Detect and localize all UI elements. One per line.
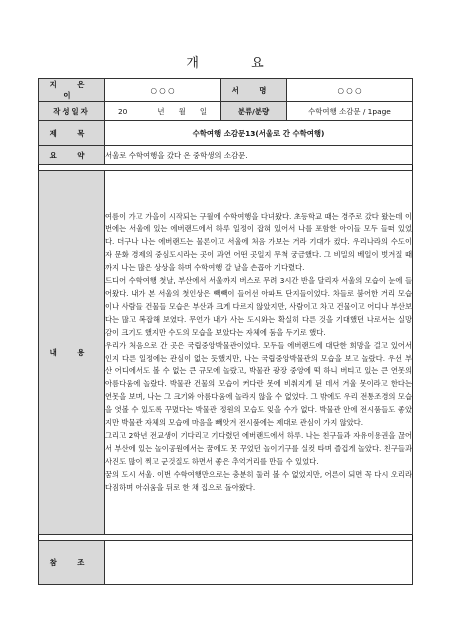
- date-label: 작성일자: [39, 102, 105, 121]
- date-month-unit: 월: [178, 106, 186, 116]
- date-year: 20: [117, 106, 128, 116]
- reference-label: 참 조: [39, 541, 105, 585]
- page-title: 개 요: [186, 56, 288, 71]
- book-name-label: 서 명: [221, 79, 287, 102]
- category-label: 분류/분량: [221, 102, 287, 121]
- author-value: ○ ○ ○: [105, 79, 221, 102]
- content-paragraph: 여름이 가고 가을이 시작되는 구월에 수학여행을 다녀왔다. 초등학교 때는 경주로 갔다 왔는데 이번에는 서울에 있는 에버랜드에서 하루 일정이 잡혀 있어서 나를 포함한 아이들 모두 들떠 있었다. 더구나 나는 에버랜드는 물론이고 서울에 처음 가보는 거라 기대가 컸다. 우리나라의 수도이자 문화 경제의 중심도시라는 곳이 과연 어떤 곳일지 무척 궁금했다. 그 비밀의 베일이 벗겨질 때까지 나는 많은 상상을 하며 수학여행 갈 날을 손꼽아 기다렸다.: [105, 211, 412, 273]
- content-label: 내 용: [39, 171, 105, 535]
- summary-form: [38, 78, 413, 585]
- summary-value: 서울로 수학여행을 갔다 온 중학생의 소감문.: [105, 146, 413, 165]
- content-paragraph: 우리가 처음으로 간 곳은 국립중앙박물관이었다. 모두들 에버랜드에 대단한 희망을 걸고 있어서 인지 다른 일정에는 관심이 없는 듯했지만, 나는 국립중앙박물관의 모습을 보고 놀랐다. 우선 부산 어디에서도 볼 수 없는 큰 규모에 놀랐고, 박물관 광장 중앙에 떡 하니 버티고 있는 큰 연못의 아름다움에 놀랐다. 박물관 건물의 모습이 커다란 못에 비춰지게 된 데서 거울 못이라고 한다는 연못을 보며, 나는 그 크기와 아름다움에 놀라지 않을 수 없었다. 그 밖에도 우리 전통조경의 모습을 엿볼 수 있도록 꾸몄다는 박물관 정원의 모습도 잊을 수가 없다. 박물관 안에 전시품들도 좋았지만 박물관 자체의 모습에 마음을 빼앗겨 전시품에는 제대로 관심이 가지 않았다.: [105, 340, 412, 428]
- subject-value: 수학여행 소감문13(서울로 간 수학여행): [105, 121, 413, 146]
- book-name-value: ○ ○ ○: [287, 79, 413, 102]
- content-paragraph: 그리고 2학년 전교생이 기다리고 기다렸던 에버랜드에서 하루. 나는 친구들과 자유이용권을 끊어서 부산에 있는 놀이공원에서는 꿈에도 못 꾸었던 놀이기구를 실컷 타며 즐겁게 놀았다. 친구들과 사진도 많이 찍고 군것질도 하면서 좋은 추억거리를 만들 수 있었다.: [105, 430, 412, 466]
- category-value: 수학여행 소감문 / 1page: [287, 102, 413, 121]
- summary-label: 요 약: [39, 146, 105, 165]
- reference-value: [105, 541, 413, 585]
- date-day-unit: 일: [199, 106, 208, 116]
- author-label: 지 은 이: [39, 79, 105, 102]
- subject-label: 제 목: [39, 121, 105, 146]
- content-paragraph: 드디어 수학여행 첫날, 부산에서 서울까지 버스로 무려 3시간 반을 달리자 서울의 모습이 눈에 들어왔다. 내가 본 서울의 첫인상은 빽빽이 들어선 아파트 단지들이었다. 차들로 붐어한 거리 모습이나 사람들 건물들 모습은 부산과 크게 다르지 않았지만, 사람이고 차고 건물이고 어디나 부산보다는 많고 복잡해 보였다. 무언가 내가 사는 도시와는 확실히 다른 것을 기대했던 나로서는 실망감이 크기도 했지만 수도의 모습을 보았다는 자체에 둠을 두기로 했다.: [105, 276, 412, 337]
- date-value: [105, 102, 221, 121]
- content-body: [105, 171, 413, 535]
- content-paragraph: 꿈의 도시 서울. 이번 수학여행만으로는 충분히 둘러 볼 수 없었지만, 어른이 되면 꼭 다시 오리라 다짐하며 아쉬움을 뒤로 한 채 집으로 돌아왔다.: [105, 469, 412, 492]
- date-year-unit: 년: [157, 106, 165, 116]
